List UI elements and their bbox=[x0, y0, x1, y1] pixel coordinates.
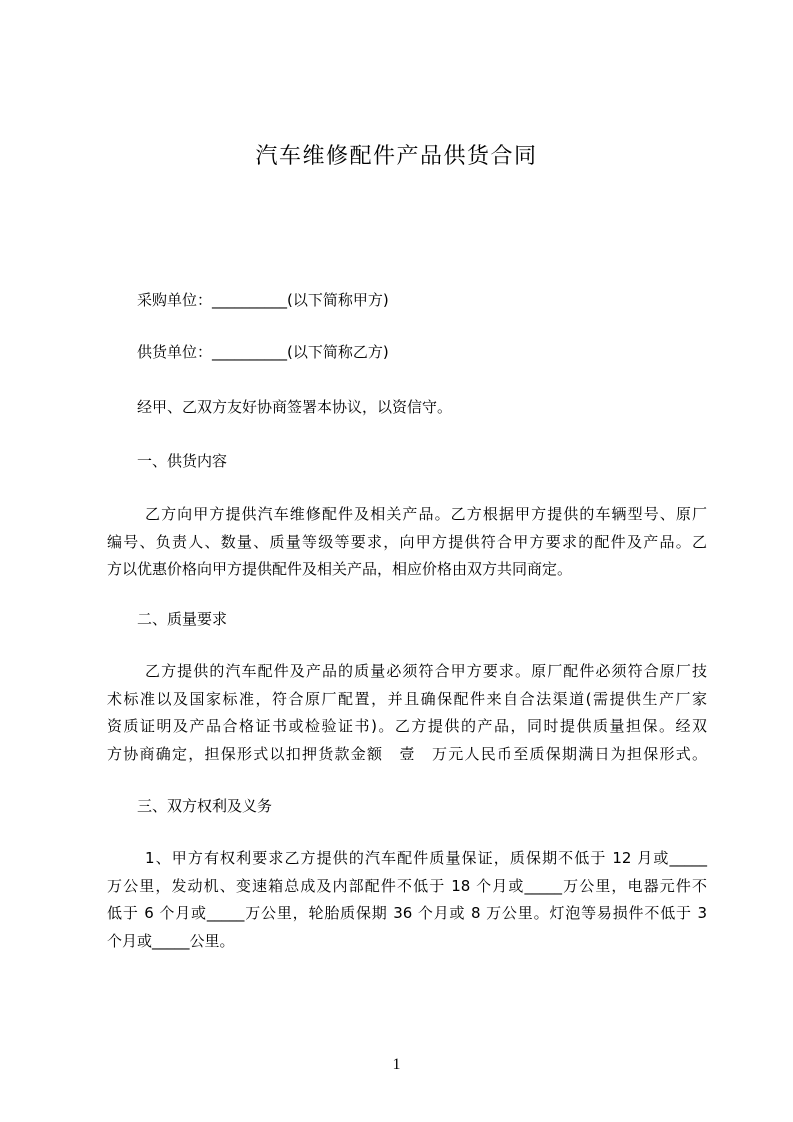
section-2-line: 术标准以及国家标准，符合原厂配置，并且确保配件来自合法渠道(需提供生产厂家 bbox=[107, 689, 707, 708]
section-2-heading: 二、质量要求 bbox=[137, 610, 228, 628]
section-1-line: 方以优惠价格向甲方提供配件及相关产品，相应价格由双方共同商定。 bbox=[107, 560, 573, 578]
intro-line: 经甲、乙双方友好协商签署本协议，以资信守。 bbox=[137, 398, 453, 416]
section-2-line: 乙方提供的汽车配件及产品的质量必须符合甲方要求。原厂配件必须符合原厂技 bbox=[145, 662, 707, 680]
section-1-line: 编号、负责人、数量、质量等级等要求，向甲方提供符合甲方要求的配件及产品。乙 bbox=[107, 532, 707, 551]
section-2-paragraph bbox=[107, 658, 707, 768]
section-3-line: 低于 6 个月或_____万公里，轮胎质保期 36 个月或 8 万公里。灯泡等易损件不低于 3 bbox=[107, 904, 707, 922]
buyer-line: 采购单位：__________(以下简称甲方) bbox=[137, 291, 389, 309]
document-title: 汽车维修配件产品供货合同 bbox=[255, 144, 538, 169]
section-3-paragraph bbox=[107, 845, 707, 955]
section-2-line: 资质证明及产品合格证书或检验证书)。乙方提供的产品，同时提供质量担保。经双 bbox=[107, 717, 707, 735]
section-3-heading: 三、双方权利及义务 bbox=[137, 797, 273, 815]
section-2-line: 方协商确定，担保形式以扣押货款金额 壹 万元人民币至质保期满日为担保形式。 bbox=[107, 744, 707, 763]
section-3-line: 1、甲方有权利要求乙方提供的汽车配件质量保证，质保期不低于 12 月或_____ bbox=[145, 849, 707, 867]
section-3-line: 个月或_____公里。 bbox=[107, 931, 235, 950]
section-1-heading: 一、供货内容 bbox=[137, 452, 228, 470]
section-1-paragraph bbox=[107, 501, 707, 584]
supplier-line: 供货单位：__________(以下简称乙方) bbox=[137, 343, 389, 361]
page-number: 1 bbox=[392, 1056, 401, 1073]
section-3-line: 万公里，发动机、变速箱总成及内部配件不低于 18 个月或_____万公里，电器元件不 bbox=[107, 876, 707, 895]
section-1-line: 乙方向甲方提供汽车维修配件及相关产品。乙方根据甲方提供的车辆型号、原厂 bbox=[145, 505, 707, 523]
